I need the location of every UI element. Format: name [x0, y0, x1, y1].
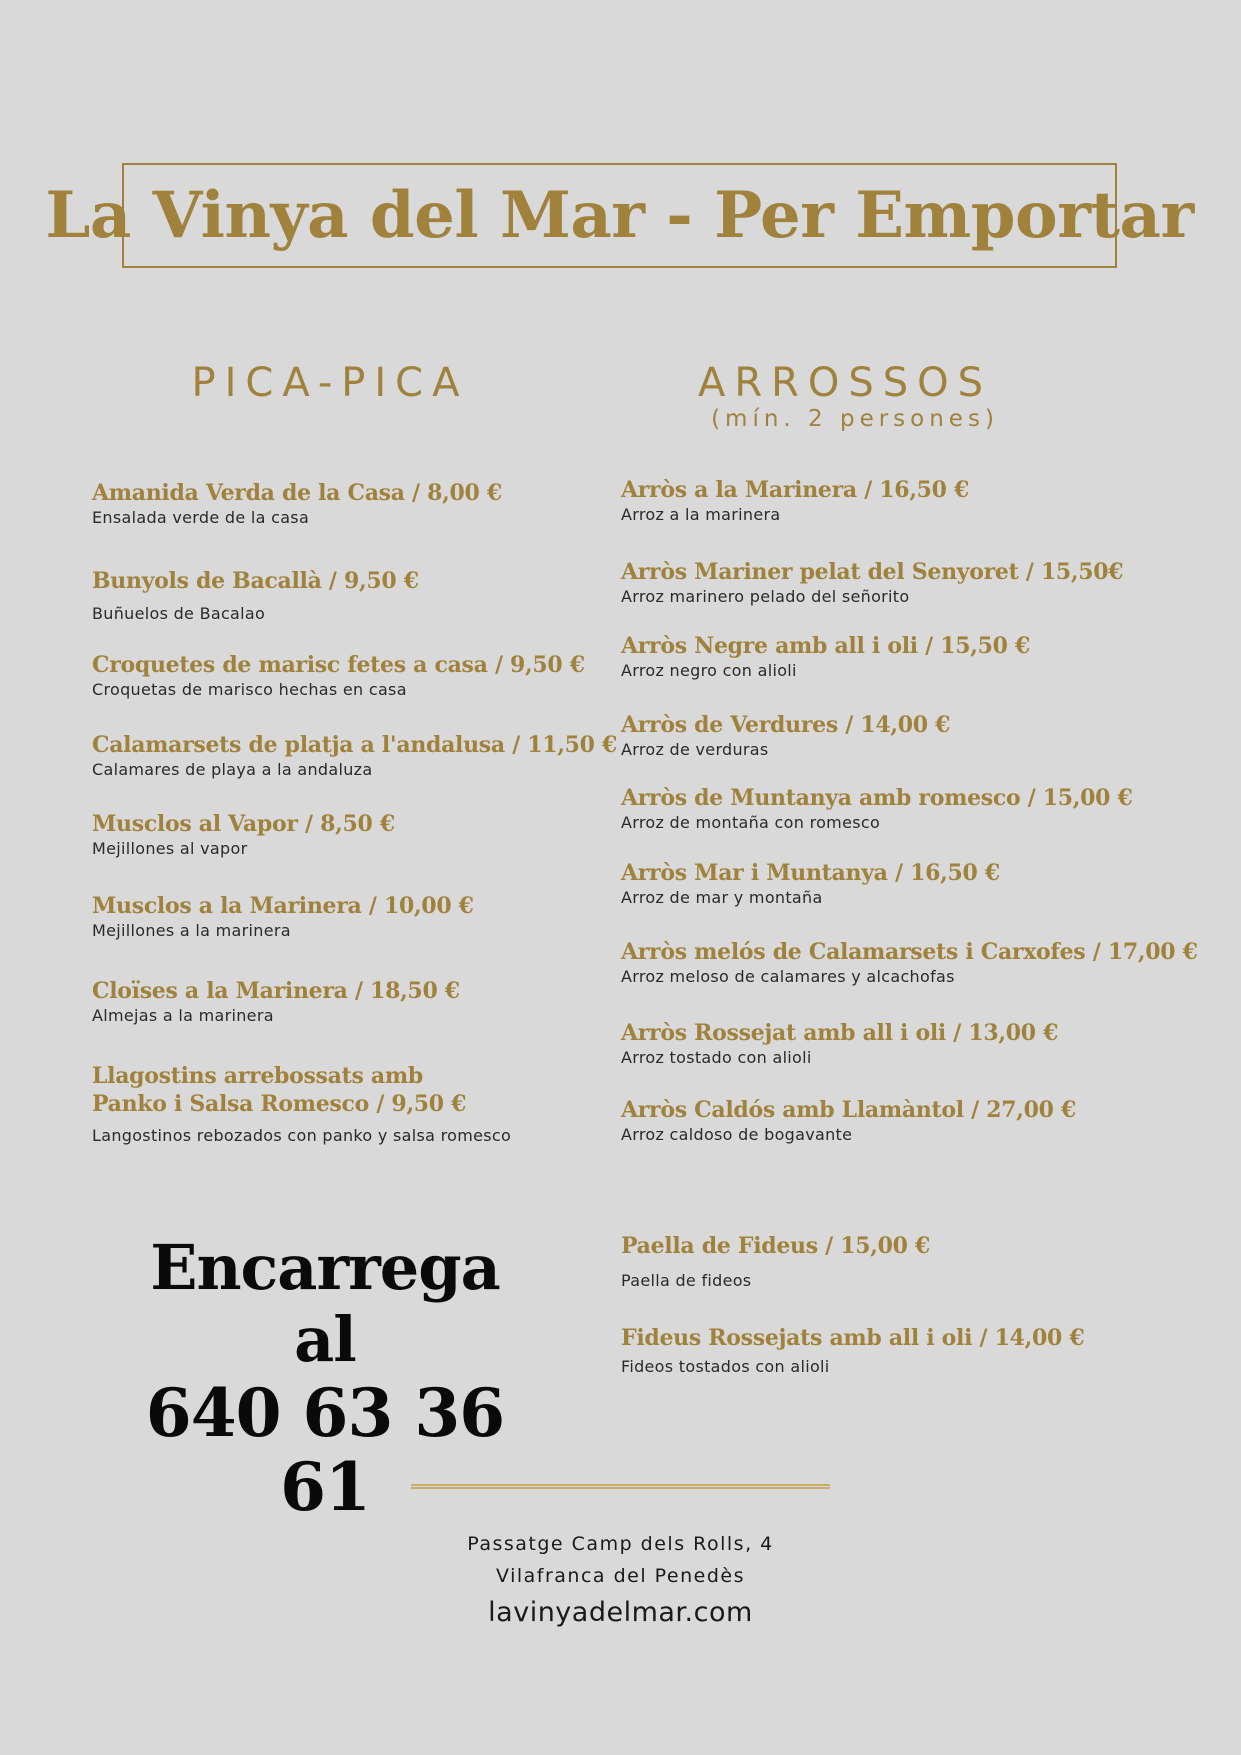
menu-item [92, 731, 617, 781]
arrossos-subheading: (mín. 2 persones) [711, 406, 999, 432]
item-name: Fideus Rossejats amb all i oli / 14,00 € [621, 1325, 1085, 1351]
arrossos-heading: ARROSSOS [697, 360, 993, 406]
order-phone-number: 640 63 36 61 [145, 1374, 505, 1526]
item-name: Arròs de Muntanya amb romesco / 15,00 € [621, 785, 1133, 811]
menu-item [621, 1096, 1076, 1146]
item-name: Arròs Mar i Muntanya / 16,50 € [621, 860, 1000, 886]
item-name: Musclos a la Marinera / 10,00 € [92, 893, 474, 919]
footer-town: Vilafranca del Penedès [495, 1565, 745, 1587]
item-description: Paella de fideos [621, 1271, 752, 1290]
item-name: Cloïses a la Marinera / 18,50 € [92, 978, 460, 1004]
menu-item [92, 479, 502, 529]
item-description: Calamares de playa a la andaluza [92, 760, 373, 779]
pica-pica-heading: PICA-PICA [191, 360, 469, 406]
item-name: Arròs Caldós amb Llamàntol / 27,00 € [621, 1097, 1076, 1123]
menu-item [621, 558, 1123, 608]
item-description: Buñuelos de Bacalao [92, 604, 266, 623]
item-name: Llagostins arrebossats amb [92, 1063, 423, 1089]
menu-item [92, 1062, 511, 1147]
footer-divider [411, 1484, 830, 1489]
menu-item [92, 977, 460, 1027]
page-title: La Vinya del Mar - Per Emportar [45, 178, 1194, 253]
item-name: Arròs Mariner pelat del Senyoret / 15,50€ [621, 559, 1124, 585]
menu-item [621, 632, 1030, 682]
menu-item [621, 1019, 1058, 1069]
item-description: Langostinos rebozados con panko y salsa romesco [92, 1126, 512, 1145]
menu-item [92, 810, 395, 860]
menu-item [92, 892, 474, 942]
item-description: Arroz de verduras [621, 740, 769, 759]
item-name: Arròs de Verdures / 14,00 € [621, 712, 951, 738]
order-callout [110, 1232, 540, 1524]
item-description: Arroz de mar y montaña [621, 888, 823, 907]
title-frame [45, 163, 1194, 268]
item-name: Croquetes de marisc fetes a casa / 9,50 € [92, 652, 585, 678]
order-label: Encarrega al [150, 1231, 500, 1376]
menu-item [92, 567, 419, 625]
footer-website: lavinyadelmar.com [488, 1597, 753, 1628]
item-description: Arroz meloso de calamares y alcachofas [621, 967, 955, 986]
item-description: Arroz marinero pelado del señorito [621, 587, 910, 606]
menu-item [92, 651, 585, 701]
menu-item [621, 938, 1198, 988]
item-description: Mejillones al vapor [92, 839, 248, 858]
item-name: Musclos al Vapor / 8,50 € [92, 811, 395, 837]
menu-item [621, 1324, 1084, 1378]
item-description: Fideos tostados con alioli [621, 1357, 830, 1376]
item-description: Croquetas de marisco hechas en casa [92, 680, 407, 699]
item-name: Paella de Fideus / 15,00 € [621, 1233, 931, 1259]
item-name: Arròs Rossejat amb all i oli / 13,00 € [621, 1020, 1059, 1046]
item-name: Panko i Salsa Romesco / 9,50 € [92, 1091, 467, 1117]
item-description: Arroz tostado con alioli [621, 1048, 812, 1067]
item-description: Arroz negro con alioli [621, 661, 797, 680]
item-name: Arròs a la Marinera / 16,50 € [621, 477, 970, 503]
menu-item [621, 784, 1133, 834]
item-description: Arroz de montaña con romesco [621, 813, 881, 832]
menu-item [621, 476, 969, 526]
menu-item [621, 859, 1000, 909]
item-description: Almejas a la marinera [92, 1006, 274, 1025]
item-name: Calamarsets de platja a l'andalusa / 11,50 € [92, 732, 618, 758]
item-description: Arroz a la marinera [621, 505, 781, 524]
menu-item [621, 711, 950, 761]
item-name: Arròs Negre amb all i oli / 15,50 € [621, 633, 1031, 659]
item-name: Bunyols de Bacallà / 9,50 € [92, 568, 419, 594]
item-description: Mejillones a la marinera [92, 921, 291, 940]
item-name: Amanida Verda de la Casa / 8,00 € [92, 480, 502, 506]
menu-item [621, 1232, 930, 1292]
item-name: Arròs melós de Calamarsets i Carxofes / 17,00 € [621, 939, 1198, 965]
item-description: Ensalada verde de la casa [92, 508, 310, 527]
item-description: Arroz caldoso de bogavante [621, 1125, 853, 1144]
footer-address: Passatge Camp dels Rolls, 4 [467, 1533, 774, 1555]
